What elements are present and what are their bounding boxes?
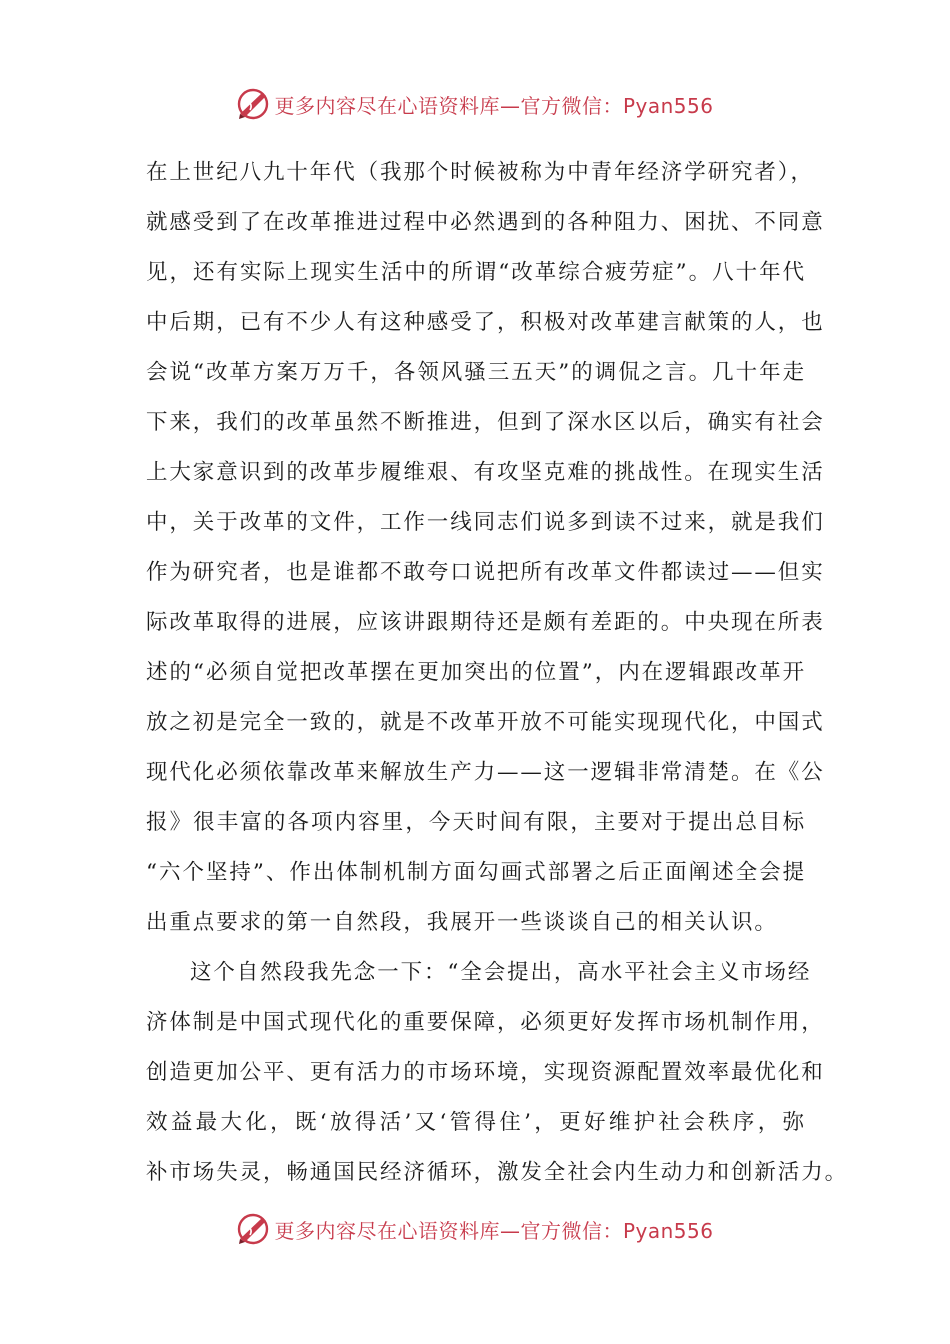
text-line: 济体制是中国式现代化的重要保障，必须更好发挥市场机制作用， xyxy=(146,1010,825,1035)
text-line: 就感受到了在改革推进过程中必然遇到的各种阻力、困扰、不同意 xyxy=(146,210,825,235)
text-line: 中，关于改革的文件，工作一线同志们说多到读不过来，就是我们 xyxy=(146,510,825,535)
text-line: 中后期，已有不少人有这种感受了，积极对改革建言献策的人，也 xyxy=(146,310,825,335)
text-line: 创造更加公平、更有活力的市场环境，实现资源配置效率最优化和 xyxy=(146,1060,825,1085)
text-line: “六个坚持”、作出体制机制方面勾画式部署之后正面阐述全会提 xyxy=(146,860,806,885)
text-line: 放之初是完全一致的，就是不改革开放不可能实现现代化，中国式 xyxy=(146,710,825,735)
paragraph-1 xyxy=(146,148,825,948)
header-banner-text: 更多内容尽在心语资料库—官方微信：Pyan556 xyxy=(274,93,714,118)
text-line: 作为研究者，也是谁都不敢夸口说把所有改革文件都读过——但实 xyxy=(146,560,825,585)
text-line: 见，还有实际上现实生活中的所谓“改革综合疲劳症”。八十年代 xyxy=(146,260,806,285)
text-line: 出重点要求的第一自然段，我展开一些谈谈自己的相关认识。 xyxy=(146,910,778,935)
text-line: 这个自然段我先念一下：“全会提出，高水平社会主义市场经 xyxy=(190,960,812,985)
text-line: 会说“改革方案万万千，各领风骚三五天”的调侃之言。几十年走 xyxy=(146,360,806,385)
text-line: 现代化必须依靠改革来解放生产力——这一逻辑非常清楚。在《公 xyxy=(146,760,825,785)
text-line: 效益最大化，既‘放得活’又‘管得住’，更好维护社会秩序，弥 xyxy=(146,1110,806,1135)
paragraph-2 xyxy=(146,948,849,1198)
text-line: 上大家意识到的改革步履维艰、有攻坚克难的挑战性。在现实生活 xyxy=(146,460,825,485)
text-line: 述的“必须自觉把改革摆在更加突出的位置”，内在逻辑跟改革开 xyxy=(146,660,806,685)
text-line: 补市场失灵，畅通国民经济循环，激发全社会内生动力和创新活力。 xyxy=(146,1160,849,1185)
document-body xyxy=(146,148,849,1198)
footer-banner xyxy=(0,1209,950,1249)
text-line: 下来，我们的改革虽然不断推进，但到了深水区以后，确实有社会 xyxy=(146,410,825,435)
text-line: 报》很丰富的各项内容里，今天时间有限，主要对于提出总目标 xyxy=(146,810,806,835)
pen-logo-icon xyxy=(236,1212,270,1246)
footer-banner-text: 更多内容尽在心语资料库—官方微信：Pyan556 xyxy=(274,1218,714,1243)
text-line: 际改革取得的进展，应该讲跟期待还是颇有差距的。中央现在所表 xyxy=(146,610,825,635)
pen-logo-icon xyxy=(236,87,270,121)
text-line: 在上世纪八九十年代（我那个时候被称为中青年经济学研究者）， xyxy=(146,160,814,185)
header-banner xyxy=(0,84,950,124)
